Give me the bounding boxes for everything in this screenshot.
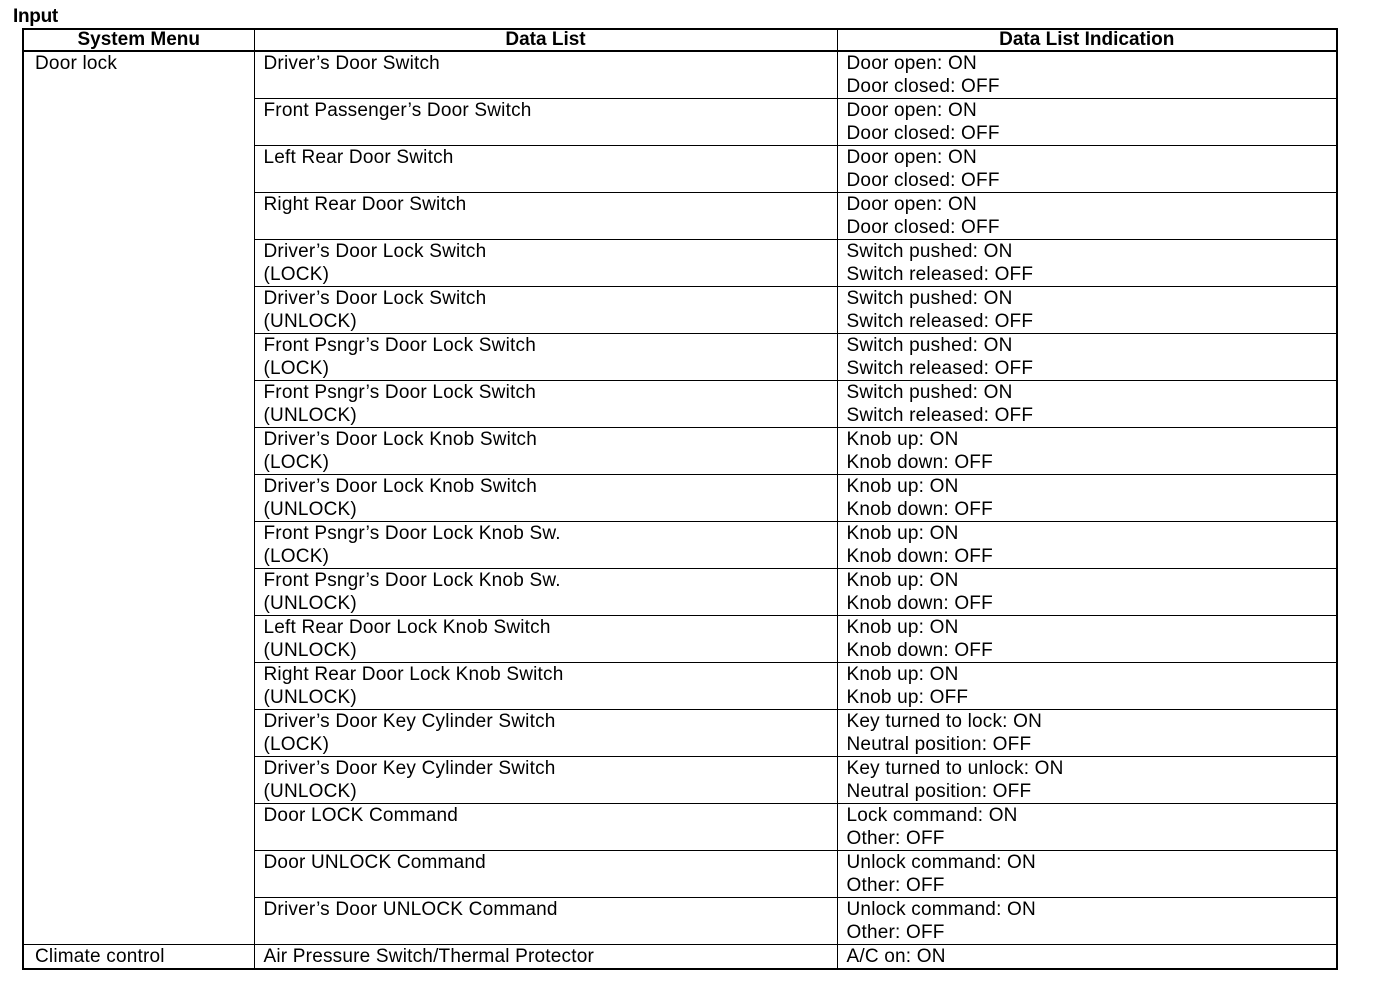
data-list-text: (UNLOCK)	[263, 593, 357, 614]
indication-text: Knob down: OFF	[846, 452, 993, 473]
data-list-cell	[254, 851, 837, 898]
indication-text: Knob up: ON	[846, 664, 959, 685]
indication-text: Switch pushed: ON	[846, 382, 1013, 403]
data-list-text: (UNLOCK)	[263, 311, 357, 332]
indication-text: Switch released: OFF	[846, 311, 1034, 332]
data-list-text: Front Psngr’s Door Lock Knob Sw.	[263, 570, 561, 591]
table-header-row	[23, 29, 1337, 51]
indication-text: Unlock command: ON	[846, 852, 1036, 873]
data-list-text: (LOCK)	[263, 264, 330, 285]
data-list-text: (UNLOCK)	[263, 781, 357, 802]
data-list-cell	[254, 475, 837, 522]
indication-text: Door closed: OFF	[846, 170, 1000, 191]
header-data-list-indication: Data List Indication	[837, 29, 1337, 51]
data-list-cell	[254, 193, 837, 240]
indication-text: Knob down: OFF	[846, 593, 993, 614]
data-list-text: Front Passenger’s Door Switch	[263, 100, 532, 121]
indication-text: A/C on: ON	[846, 946, 946, 967]
system-menu-label: Door lock	[35, 53, 118, 74]
indication-cell	[837, 851, 1337, 898]
data-list-table	[22, 28, 1338, 970]
data-list-text: Door LOCK Command	[263, 805, 459, 826]
indication-cell	[837, 475, 1337, 522]
indication-cell	[837, 99, 1337, 146]
data-list-cell	[254, 428, 837, 475]
indication-text: Switch pushed: ON	[846, 288, 1013, 309]
data-list-text: (LOCK)	[263, 546, 330, 567]
indication-text: Key turned to lock: ON	[846, 711, 1043, 732]
data-list-cell	[254, 51, 837, 99]
indication-text: Unlock command: ON	[846, 899, 1036, 920]
indication-text: Knob up: ON	[846, 570, 959, 591]
system-menu-cell	[23, 945, 254, 970]
indication-text: Lock command: ON	[846, 805, 1018, 826]
indication-text: Neutral position: OFF	[846, 734, 1032, 755]
indication-cell	[837, 663, 1337, 710]
indication-cell	[837, 381, 1337, 428]
data-list-text: Right Rear Door Lock Knob Switch	[263, 664, 564, 685]
indication-text: Door open: ON	[846, 147, 977, 168]
indication-text: Other: OFF	[846, 875, 945, 896]
data-list-text: Left Rear Door Switch	[263, 147, 454, 168]
indication-text: Switch pushed: ON	[846, 335, 1013, 356]
data-list-text: (LOCK)	[263, 734, 330, 755]
table-row	[23, 51, 1337, 99]
indication-text: Door open: ON	[846, 53, 977, 74]
indication-cell	[837, 898, 1337, 945]
indication-cell	[837, 710, 1337, 757]
data-list-cell	[254, 146, 837, 193]
indication-text: Knob up: ON	[846, 617, 959, 638]
indication-cell	[837, 287, 1337, 334]
data-list-text: Driver’s Door UNLOCK Command	[263, 899, 558, 920]
data-list-text: Front Psngr’s Door Lock Switch	[263, 382, 536, 403]
data-list-cell	[254, 898, 837, 945]
data-list-text: Driver’s Door Switch	[263, 53, 440, 74]
data-list-cell	[254, 334, 837, 381]
data-list-cell	[254, 569, 837, 616]
table-body	[23, 51, 1337, 969]
data-list-text: Door UNLOCK Command	[263, 852, 486, 873]
data-list-text: Driver’s Door Lock Switch	[263, 241, 487, 262]
header-system-menu: System Menu	[23, 29, 254, 51]
table-row	[23, 945, 1337, 970]
indication-text: Door open: ON	[846, 194, 977, 215]
data-list-cell	[254, 804, 837, 851]
data-list-text: Right Rear Door Switch	[263, 194, 467, 215]
data-list-text: (UNLOCK)	[263, 405, 357, 426]
data-list-cell	[254, 945, 837, 970]
data-list-cell	[254, 99, 837, 146]
data-list-text: Driver’s Door Lock Switch	[263, 288, 487, 309]
data-list-text: Driver’s Door Key Cylinder Switch	[263, 711, 556, 732]
indication-text: Switch released: OFF	[846, 405, 1034, 426]
data-list-text: (UNLOCK)	[263, 499, 357, 520]
data-list-cell	[254, 522, 837, 569]
indication-text: Door closed: OFF	[846, 217, 1000, 238]
indication-cell	[837, 757, 1337, 804]
data-list-text: (LOCK)	[263, 358, 330, 379]
data-list-cell	[254, 240, 837, 287]
indication-cell	[837, 804, 1337, 851]
indication-text: Other: OFF	[846, 922, 945, 943]
indication-cell	[837, 522, 1337, 569]
indication-text: Knob down: OFF	[846, 499, 993, 520]
indication-cell	[837, 51, 1337, 99]
indication-cell	[837, 193, 1337, 240]
indication-cell	[837, 146, 1337, 193]
data-list-cell	[254, 287, 837, 334]
indication-cell	[837, 616, 1337, 663]
indication-text: Key turned to unlock: ON	[846, 758, 1064, 779]
indication-text: Switch released: OFF	[846, 358, 1034, 379]
data-list-text: Left Rear Door Lock Knob Switch	[263, 617, 551, 638]
data-list-text: Driver’s Door Lock Knob Switch	[263, 476, 538, 497]
data-list-cell	[254, 757, 837, 804]
system-menu-cell	[23, 51, 254, 945]
indication-text: Door closed: OFF	[846, 123, 1000, 144]
indication-text: Neutral position: OFF	[846, 781, 1032, 802]
indication-cell	[837, 569, 1337, 616]
data-list-text: (UNLOCK)	[263, 640, 357, 661]
indication-text: Knob up: ON	[846, 476, 959, 497]
header-data-list: Data List	[254, 29, 837, 51]
indication-cell	[837, 240, 1337, 287]
data-list-text: (LOCK)	[263, 452, 330, 473]
indication-text: Knob down: OFF	[846, 640, 993, 661]
data-list-text: (UNLOCK)	[263, 687, 357, 708]
data-list-text: Driver’s Door Key Cylinder Switch	[263, 758, 556, 779]
indication-cell	[837, 428, 1337, 475]
data-list-text: Air Pressure Switch/Thermal Protector	[263, 946, 594, 967]
section-title: Input	[13, 6, 58, 27]
indication-text: Switch released: OFF	[846, 264, 1034, 285]
data-list-cell	[254, 663, 837, 710]
data-list-cell	[254, 710, 837, 757]
indication-cell	[837, 334, 1337, 381]
indication-text: Door open: ON	[846, 100, 977, 121]
indication-text: Other: OFF	[846, 828, 945, 849]
data-list-cell	[254, 616, 837, 663]
indication-text: Knob down: OFF	[846, 546, 993, 567]
indication-text: Knob up: ON	[846, 523, 959, 544]
data-list-text: Front Psngr’s Door Lock Knob Sw.	[263, 523, 561, 544]
indication-text: Knob up: OFF	[846, 687, 969, 708]
indication-text: Door closed: OFF	[846, 76, 1000, 97]
indication-text: Knob up: ON	[846, 429, 959, 450]
indication-text: Switch pushed: ON	[846, 241, 1013, 262]
data-list-text: Front Psngr’s Door Lock Switch	[263, 335, 536, 356]
data-list-text: Driver’s Door Lock Knob Switch	[263, 429, 538, 450]
indication-cell	[837, 945, 1337, 970]
data-list-cell	[254, 381, 837, 428]
system-menu-label: Climate control	[35, 946, 165, 967]
